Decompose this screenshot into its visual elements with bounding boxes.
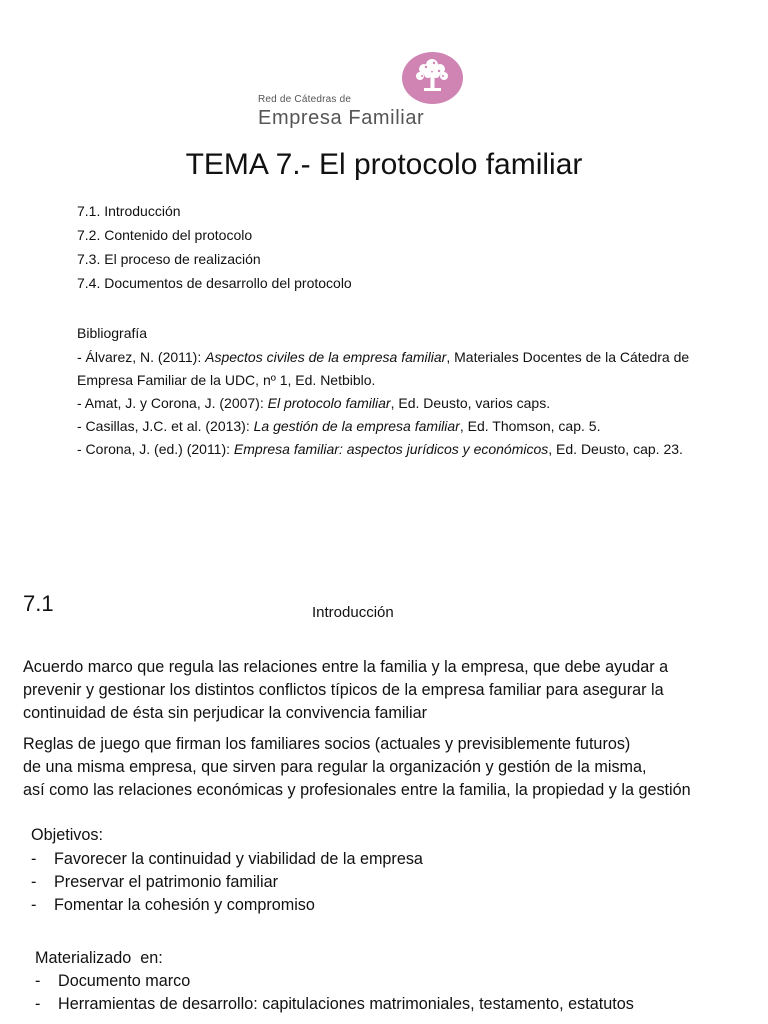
toc-item: 7.4. Documentos de desarrollo del protocolo <box>77 275 352 291</box>
paragraph-line: así como las relaciones económicas y profesionales entre la familia, la propiedad y la gestión <box>23 781 691 799</box>
paragraph-line: de una misma empresa, que sirven para regular la organización y gestión de la misma, <box>23 758 647 776</box>
list-item: - Herramientas de desarrollo: capitulaciones matrimoniales, testamento, estatutos <box>35 995 634 1013</box>
materialized-heading: Materializado en: <box>35 949 163 967</box>
bibliography-list <box>77 346 697 461</box>
bibliography-entry: - Casillas, J.C. et al. (2013): La gestión de la empresa familiar, Ed. Thomson, cap. 5. <box>77 418 601 434</box>
objectives-heading: Objetivos: <box>31 826 103 844</box>
paragraph-line: Reglas de juego que firman los familiares socios (actuales y previsiblemente futuros) <box>23 735 631 753</box>
objectives-list <box>31 848 423 917</box>
tree-icon <box>402 52 463 104</box>
paragraph-line: Acuerdo marco que regula las relaciones entre la familia y la empresa, que debe ayudar a <box>23 658 669 676</box>
paragraph-definition <box>23 656 753 725</box>
page-title: TEMA 7.- El protocolo familiar <box>185 148 583 181</box>
materialized-list <box>35 970 634 1016</box>
table-of-contents <box>77 199 352 295</box>
logo-wordmark: Empresa Familiar <box>258 107 425 129</box>
toc-item: 7.3. El proceso de realización <box>77 251 261 267</box>
list-item: - Preservar el patrimonio familiar <box>31 873 279 891</box>
section-title: Introducción <box>312 604 394 621</box>
paragraph-line: continuidad de ésta sin perjudicar la convivencia familiar <box>23 704 428 722</box>
list-item: - Fomentar la cohesión y compromiso <box>31 896 315 914</box>
toc-item: 7.1. Introducción <box>77 203 181 219</box>
logo-subtitle: Red de Cátedras de <box>258 94 352 105</box>
logo-circle <box>402 52 463 104</box>
list-item: - Favorecer la continuidad y viabilidad de la empresa <box>31 850 423 868</box>
bibliography-entry: - Álvarez, N. (2011): Aspectos civiles de la empresa familiar, Materiales Docentes de la Cátedra de Empresa Familiar de la UDC, nº 1, Ed. Netbiblo. <box>77 349 690 388</box>
bibliography-heading: Bibliografía <box>77 325 148 341</box>
list-item: - Documento marco <box>35 972 191 990</box>
bibliography-entry: - Amat, J. y Corona, J. (2007): El protocolo familiar, Ed. Deusto, varios caps. <box>77 395 551 411</box>
section-number: 7.1 <box>23 591 54 616</box>
bibliography-entry: - Corona, J. (ed.) (2011): Empresa familiar: aspectos jurídicos y económicos, Ed. Deusto, cap. 23. <box>77 441 683 457</box>
paragraph-rules <box>23 733 753 802</box>
paragraph-line: prevenir y gestionar los distintos conflictos típicos de la empresa familiar para asegurar la <box>23 681 664 699</box>
toc-item: 7.2. Contenido del protocolo <box>77 227 253 243</box>
